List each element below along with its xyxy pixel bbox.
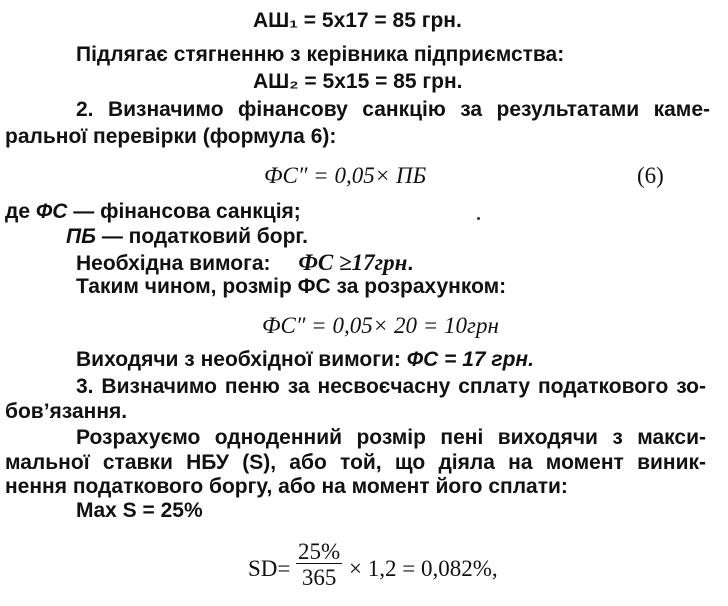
conclusion-value: ФС = 17 грн. [406, 348, 534, 371]
text-line: Підлягає стягненню з керівника підприємства: [76, 43, 565, 66]
definition-pb [66, 226, 308, 247]
text-line: мальної ставки НБУ (S), або той, що діяла на момент виник- [5, 451, 706, 474]
conclusion-text: Виходячи з необхідної вимоги: [76, 348, 407, 371]
formula-ash2: АШ₂ = 5х15 = 85 грн. [253, 70, 463, 93]
sd-label: SD= [248, 556, 291, 581]
sd-result: × 1,2 = 0,082%, [349, 556, 498, 581]
formula-6: ФС″ = 0,05× ПБ [264, 163, 427, 188]
text-line: 3. Визначимо пеню за несвоєчасну сплату податкового зо- [76, 375, 706, 398]
requirement-line [76, 251, 413, 274]
text-line: нення податкового боргу, або на момент його сплати: [5, 475, 568, 498]
text-line [76, 349, 534, 370]
text-line: Таким чином, розмір ФС за розрахунком: [76, 275, 507, 298]
definition-prefix: де [5, 200, 36, 223]
sd-fraction [296, 540, 342, 589]
text-line: бов’язання. [5, 400, 128, 423]
formula-calc: ФС″ = 0,05× 20 = 10грн [262, 313, 499, 338]
requirement-formula: ФС ≥17грн [298, 250, 408, 275]
symbol-pb: ПБ [66, 225, 96, 248]
formula-number: (6) [637, 163, 664, 188]
definition-text: — фінансова санкція; [67, 200, 301, 223]
text-line: Max S = 25% [76, 499, 203, 522]
text-line: 2. Визначимо фінансову санкцію за результатами каме- [76, 98, 710, 121]
sd-denominator: 365 [301, 565, 337, 590]
text-line: ральної перевірки (формула 6): [5, 125, 337, 148]
formula-ash1: АШ₁ = 5х17 = 85 грн. [253, 9, 462, 32]
symbol-fs: ФС [35, 200, 68, 223]
text-line: Розрахуємо одноденний розмір пені виходячи з макси- [76, 426, 706, 449]
definition-fs [5, 201, 301, 222]
requirement-end: . [407, 252, 414, 275]
requirement-label: Необхідна вимога: [76, 252, 271, 275]
sd-numerator: 25% [298, 539, 341, 564]
speck-mark [477, 217, 480, 220]
definition-text: — податковий борг. [95, 225, 308, 248]
